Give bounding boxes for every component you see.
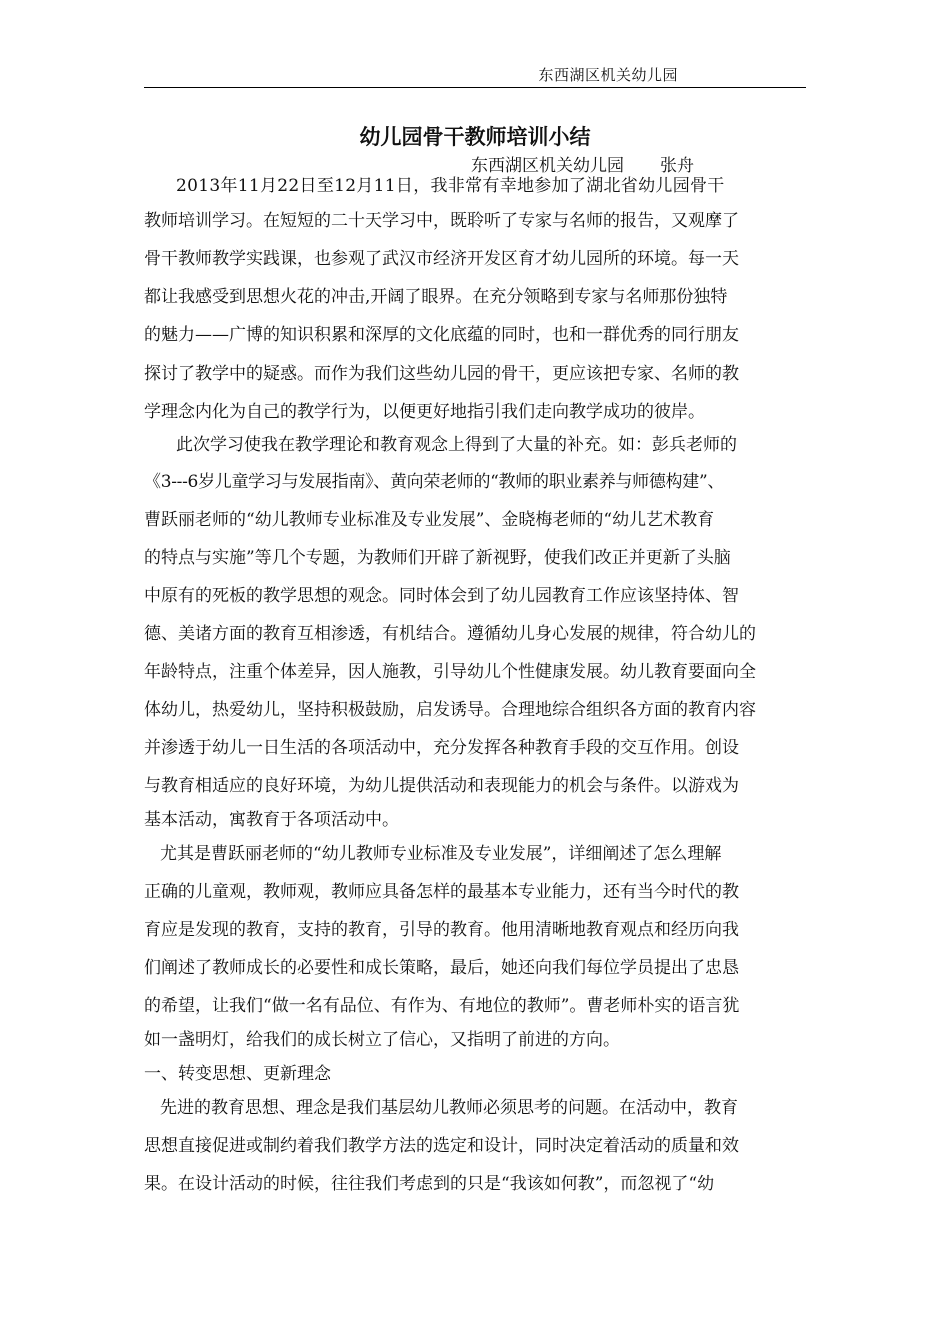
text-line: 年龄特点，注重个体差异，因人施教，引导幼儿个性健康发展。幼儿教育要面向全	[144, 662, 756, 682]
text-line: 如一盏明灯，给我们的成长树立了信心，又指明了前进的方向。	[144, 1030, 620, 1050]
text-line: 中原有的死板的教学思想的观念。同时体会到了幼儿园教育工作应该坚持体、智	[144, 586, 739, 606]
text-line: 的魅力——广博的知识积累和深厚的文化底蕴的同时，也和一群优秀的同行朋友	[144, 325, 739, 345]
byline-author: 张舟	[660, 156, 694, 176]
text-line: 先进的教育思想、理念是我们基层幼儿教师必须思考的问题。在活动中，教育	[160, 1098, 738, 1118]
byline-org: 东西湖区机关幼儿园	[471, 156, 624, 176]
text-line: 基本活动，寓教育于各项活动中。	[144, 810, 399, 830]
text-line: 并渗透于幼儿一日生活的各项活动中，充分发挥各种教育手段的交互作用。创设	[144, 738, 739, 758]
text-line: 育应是发现的教育，支持的教育，引导的教育。他用清晰地教育观点和经历向我	[144, 920, 739, 940]
byline	[471, 151, 694, 176]
text-line: 的希望，让我们“做一名有品位、有作为、有地位的教师”。曹老师朴实的语言犹	[144, 996, 740, 1016]
text-line: 思想直接促进或制约着我们教学方法的选定和设计，同时决定着活动的质量和效	[144, 1136, 739, 1156]
text-line: 与教育相适应的良好环境，为幼儿提供活动和表现能力的机会与条件。以游戏为	[144, 776, 739, 796]
text-line: 果。在设计活动的时候，往往我们考虑到的只是“我该如何教”，而忽视了“幼	[144, 1174, 715, 1194]
text-line: 探讨了教学中的疑惑。而作为我们这些幼儿园的骨干，更应该把专家、名师的教	[144, 364, 739, 384]
text-line: 2013年11月22日至12月11日，我非常有幸地参加了湖北省幼儿园骨干	[176, 176, 725, 196]
text-line: 德、美诸方面的教育互相渗透，有机结合。遵循幼儿身心发展的规律，符合幼儿的	[144, 624, 756, 644]
text-line: 曹跃丽老师的“幼儿教师专业标准及专业发展”、金晓梅老师的“幼儿艺术教育	[144, 510, 715, 530]
text-line: 教师培训学习。在短短的二十天学习中，既聆听了专家与名师的报告，又观摩了	[144, 211, 739, 231]
text-line: 学理念内化为自己的教学行为，以便更好地指引我们走向教学成功的彼岸。	[144, 402, 705, 422]
document-title: 幼儿园骨干教师培训小结	[359, 124, 591, 149]
text-line: 此次学习使我在教学理论和教育观念上得到了大量的补充。如：彭兵老师的	[176, 435, 737, 455]
text-line: 都让我感受到思想火花的冲击,开阔了眼界。在充分领略到专家与名师那份独特	[144, 287, 728, 307]
page-header	[144, 60, 806, 88]
text-line: 的特点与实施”等几个专题，为教师们开辟了新视野，使我们改正并更新了头脑	[144, 548, 731, 568]
section-heading: 一、转变思想、更新理念	[144, 1064, 331, 1084]
text-line: 正确的儿童观，教师观，教师应具备怎样的最基本专业能力，还有当今时代的教	[144, 882, 739, 902]
text-line: 们阐述了教师成长的必要性和成长策略，最后，她还向我们每位学员提出了忠恳	[144, 958, 739, 978]
text-line: 体幼儿，热爱幼儿，坚持积极鼓励，启发诱导。合理地综合组织各方面的教育内容	[144, 700, 756, 720]
header-text: 东西湖区机关幼儿园	[538, 66, 678, 84]
text-line: 尤其是曹跃丽老师的“幼儿教师专业标准及专业发展”，详细阐述了怎么理解	[160, 844, 722, 864]
text-line: 骨干教师教学实践课，也参观了武汉市经济开发区育才幼儿园所的环境。每一天	[144, 249, 739, 269]
text-line: 《3---6岁儿童学习与发展指南》、黄向荣老师的“教师的职业素养与师德构建”、	[144, 472, 725, 492]
